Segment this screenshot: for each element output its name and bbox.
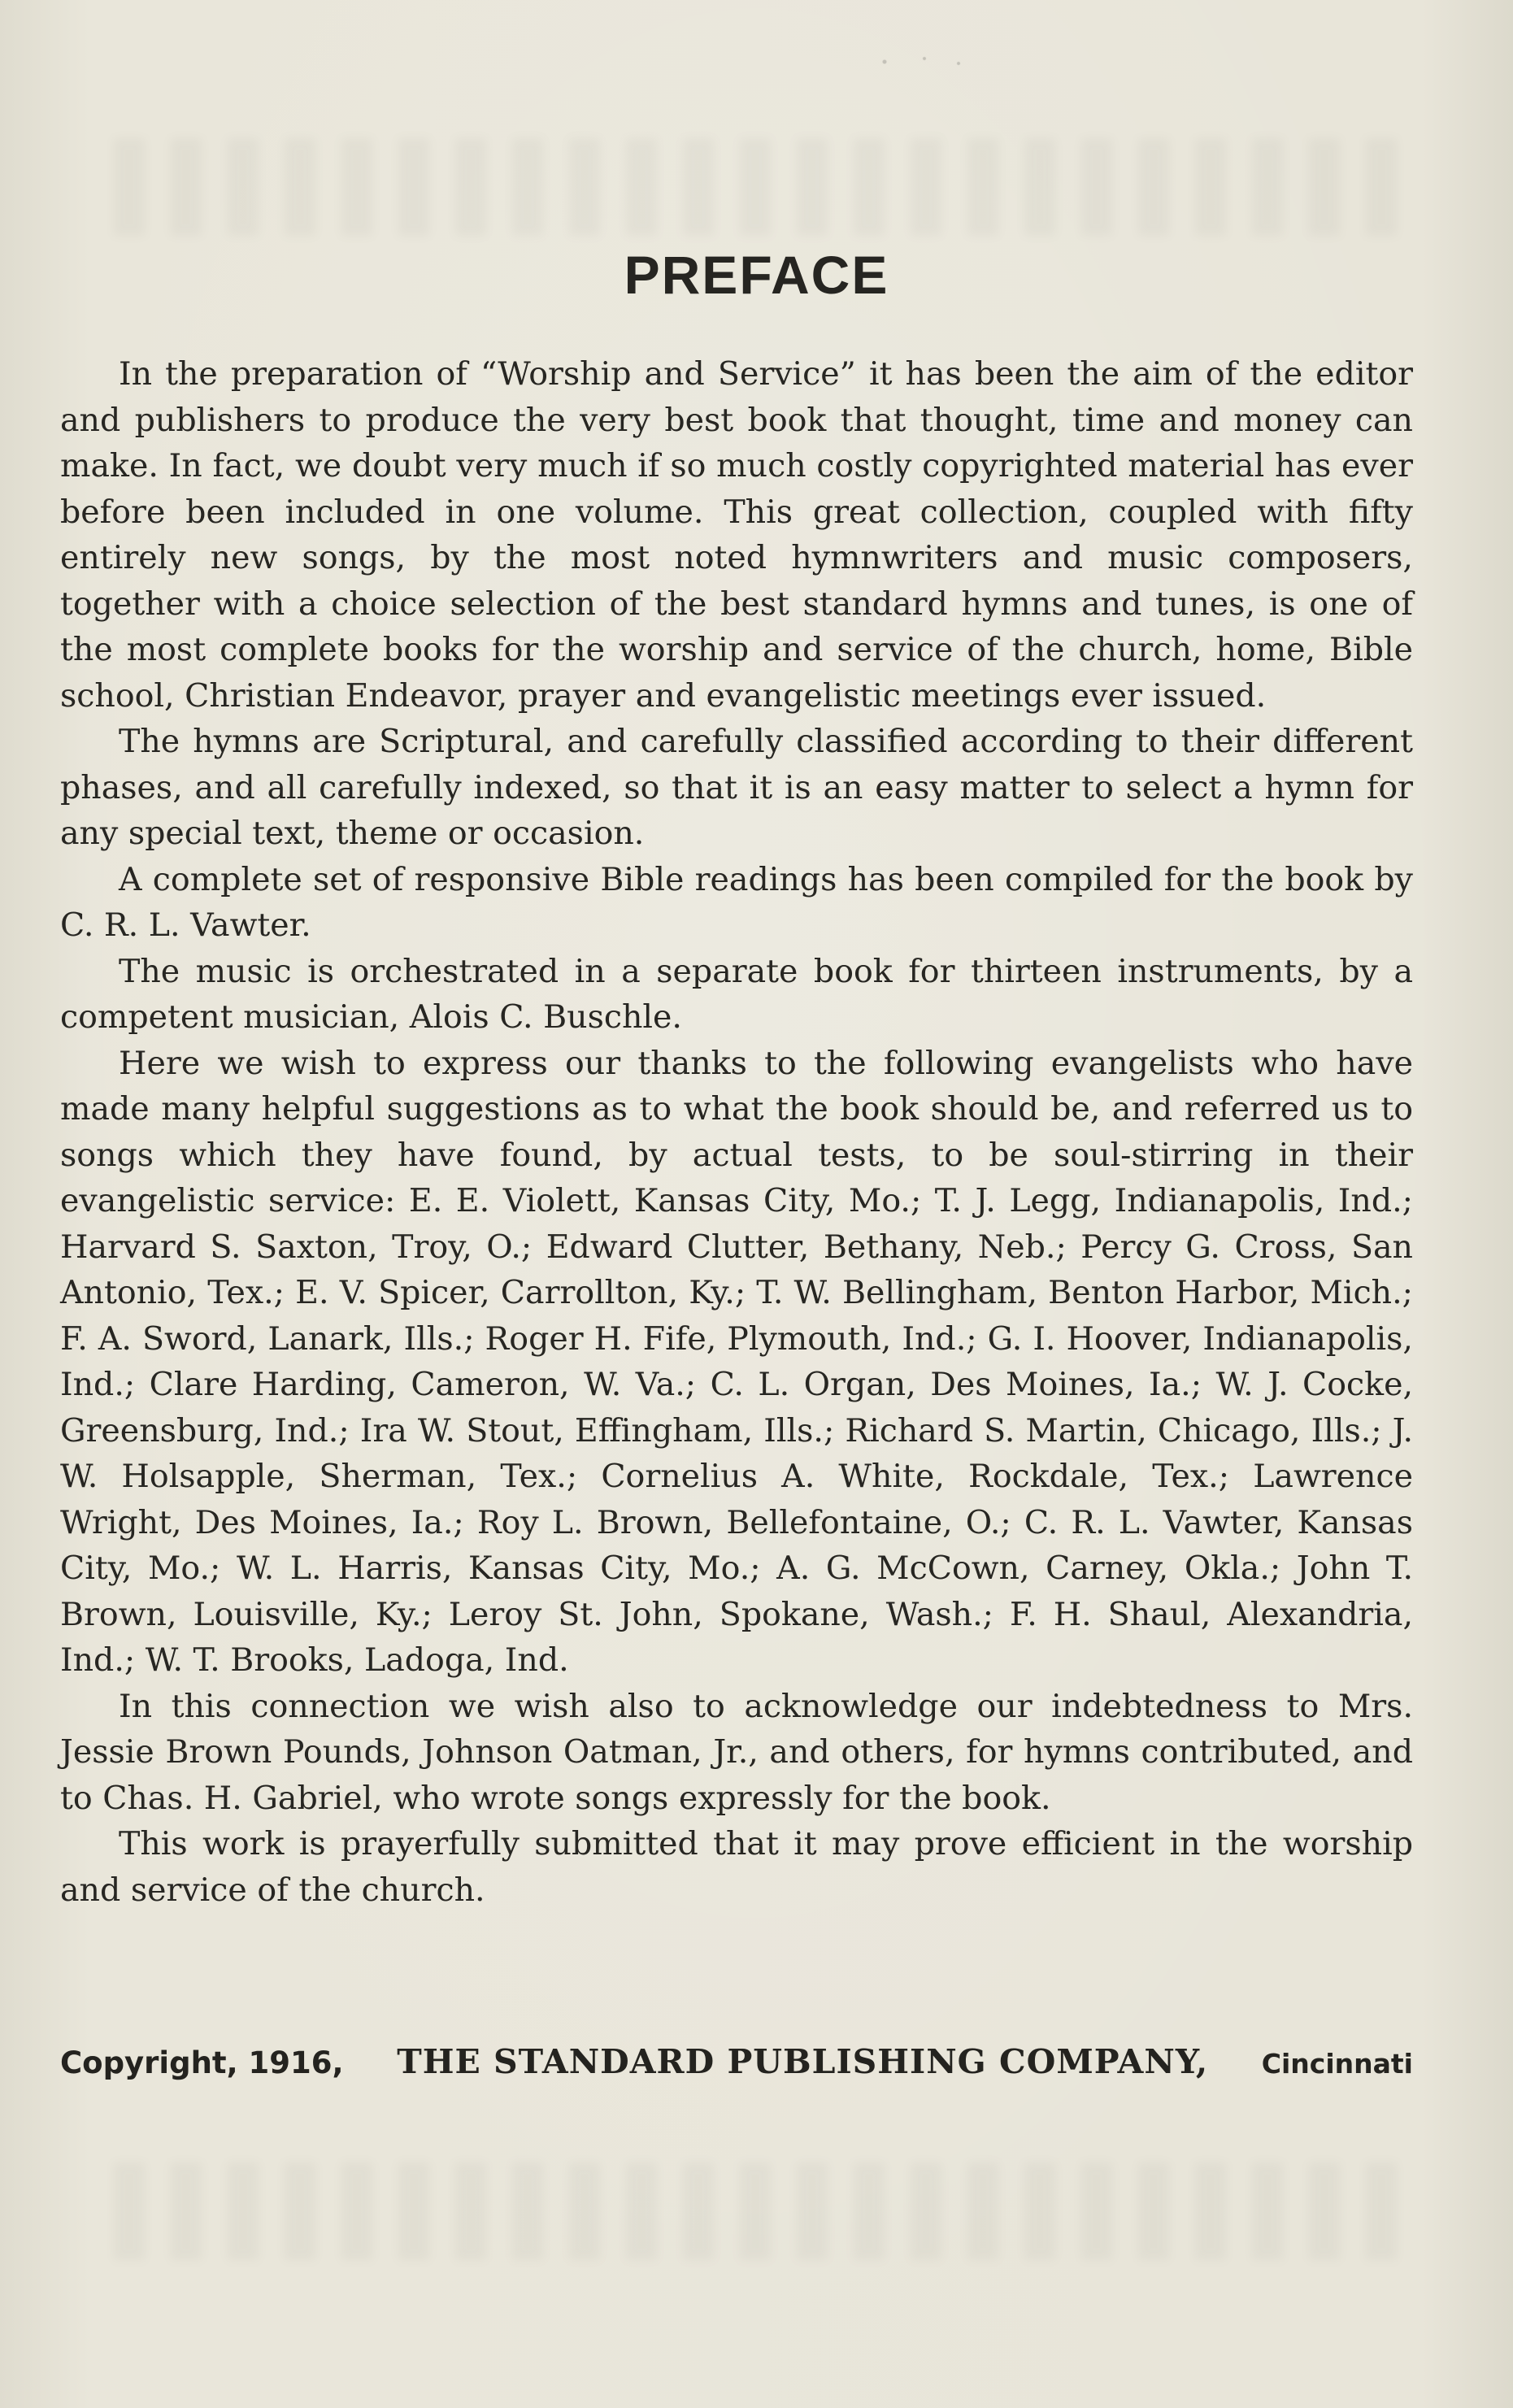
paragraph-acknowledgement: In this connection we wish also to acknowledge our indebtedness to Mrs. Jessie Brown Pounds, Johnson Oatman, Jr., and others, for hymns contributed, and to Chas. H. Gabriel, who wrote songs expressly for the book. xyxy=(60,1687,1413,1817)
show-through-bottom xyxy=(114,2162,1399,2260)
copyright-city: Cincinnati xyxy=(1261,2048,1413,2080)
paper-specks xyxy=(862,54,976,70)
page-title: PREFACE xyxy=(624,245,889,305)
copyright-company: THE STANDARD PUBLISHING COMPANY, xyxy=(397,2042,1209,2081)
paragraph-music: The music is orchestrated in a separate book for thirteen instruments, by a competent musician, Alois C. Buschle. xyxy=(60,952,1413,1036)
paragraph-readings: A complete set of responsive Bible readings has been compiled for the book by C. R. L. Vawter. xyxy=(60,860,1413,944)
paragraph-hymns: The hymns are Scriptural, and carefully classified according to their different phases, and all carefully indexed, so that it is an easy matter to select a hymn for any special text, theme or occasion. xyxy=(60,723,1413,852)
paragraph-thanks: Here we wish to express our thanks to the following evangelists who have made many helpful suggestions as to what the book should be, and referred us to songs which they have found, by actual tests, to be soul-stirring in their evangelistic service: E. E. Violett, Kansas City, Mo.; T. J. Legg, Indianapolis, Ind.; Harvard S. Saxton, Troy, O.; Edward Clutter, Bethany, Neb.; Percy G. Cross, San Antonio, Tex.; E. V. Spicer, Carrollton, Ky.; T. W. Bellingham, Benton Harbor, Mich.; F. A. Sword, Lanark, Ills.; Roger H. Fife, Plymouth, Ind.; G. I. Hoover, Indianapolis, Ind.; Clare Harding, Cameron, W. Va.; C. L. Organ, Des Moines, Ia.; W. J. Cocke, Greensburg, Ind.; Ira W. Stout, Effingham, Ills.; Richard S. Martin, Chicago, Ills.; J. W. Holsapple, Sherman, Tex.; Cornelius A. White, Rockdale, Tex.; Lawrence Wright, Des Moines, Ia.; Roy L. Brown, Bellefontaine, O.; C. R. L. Vawter, Kansas City, Mo.; W. L. Harris, Kansas City, Mo.; A. G. McCown, Carney, Okla.; John T. Brown, Louisville, Ky.; Leroy St. John, Spokane, Wash.; F. H. Shaul, Alexandria, Ind.; W. T. Brooks, Ladoga, Ind. xyxy=(60,1044,1413,1679)
paragraph-aim: In the preparation of “Worship and Service” it has been the aim of the editor and publishers to produce the very best book that thought, time and money can make. In fact, we doubt very much if so much costly copyrighted material has ever before been included in one volume. This great collection, coupled with fifty entirely new songs, by the most noted hymnwriters and music composers, together with a choice selection of the best standard hymns and tunes, is one of the most complete books for the worship and service of the church, home, Bible school, Christian Endeavor, prayer and evangelistic meetings ever issued. xyxy=(60,355,1413,715)
copyright-line xyxy=(60,2042,1413,2081)
paragraph-closing: This work is prayerfully submitted that it may prove efficient in the worship and service of the church. xyxy=(60,1825,1413,1909)
preface-body xyxy=(60,351,1413,1913)
show-through-top xyxy=(114,138,1399,236)
copyright-prefix: Copyright, 1916, xyxy=(60,2045,344,2080)
